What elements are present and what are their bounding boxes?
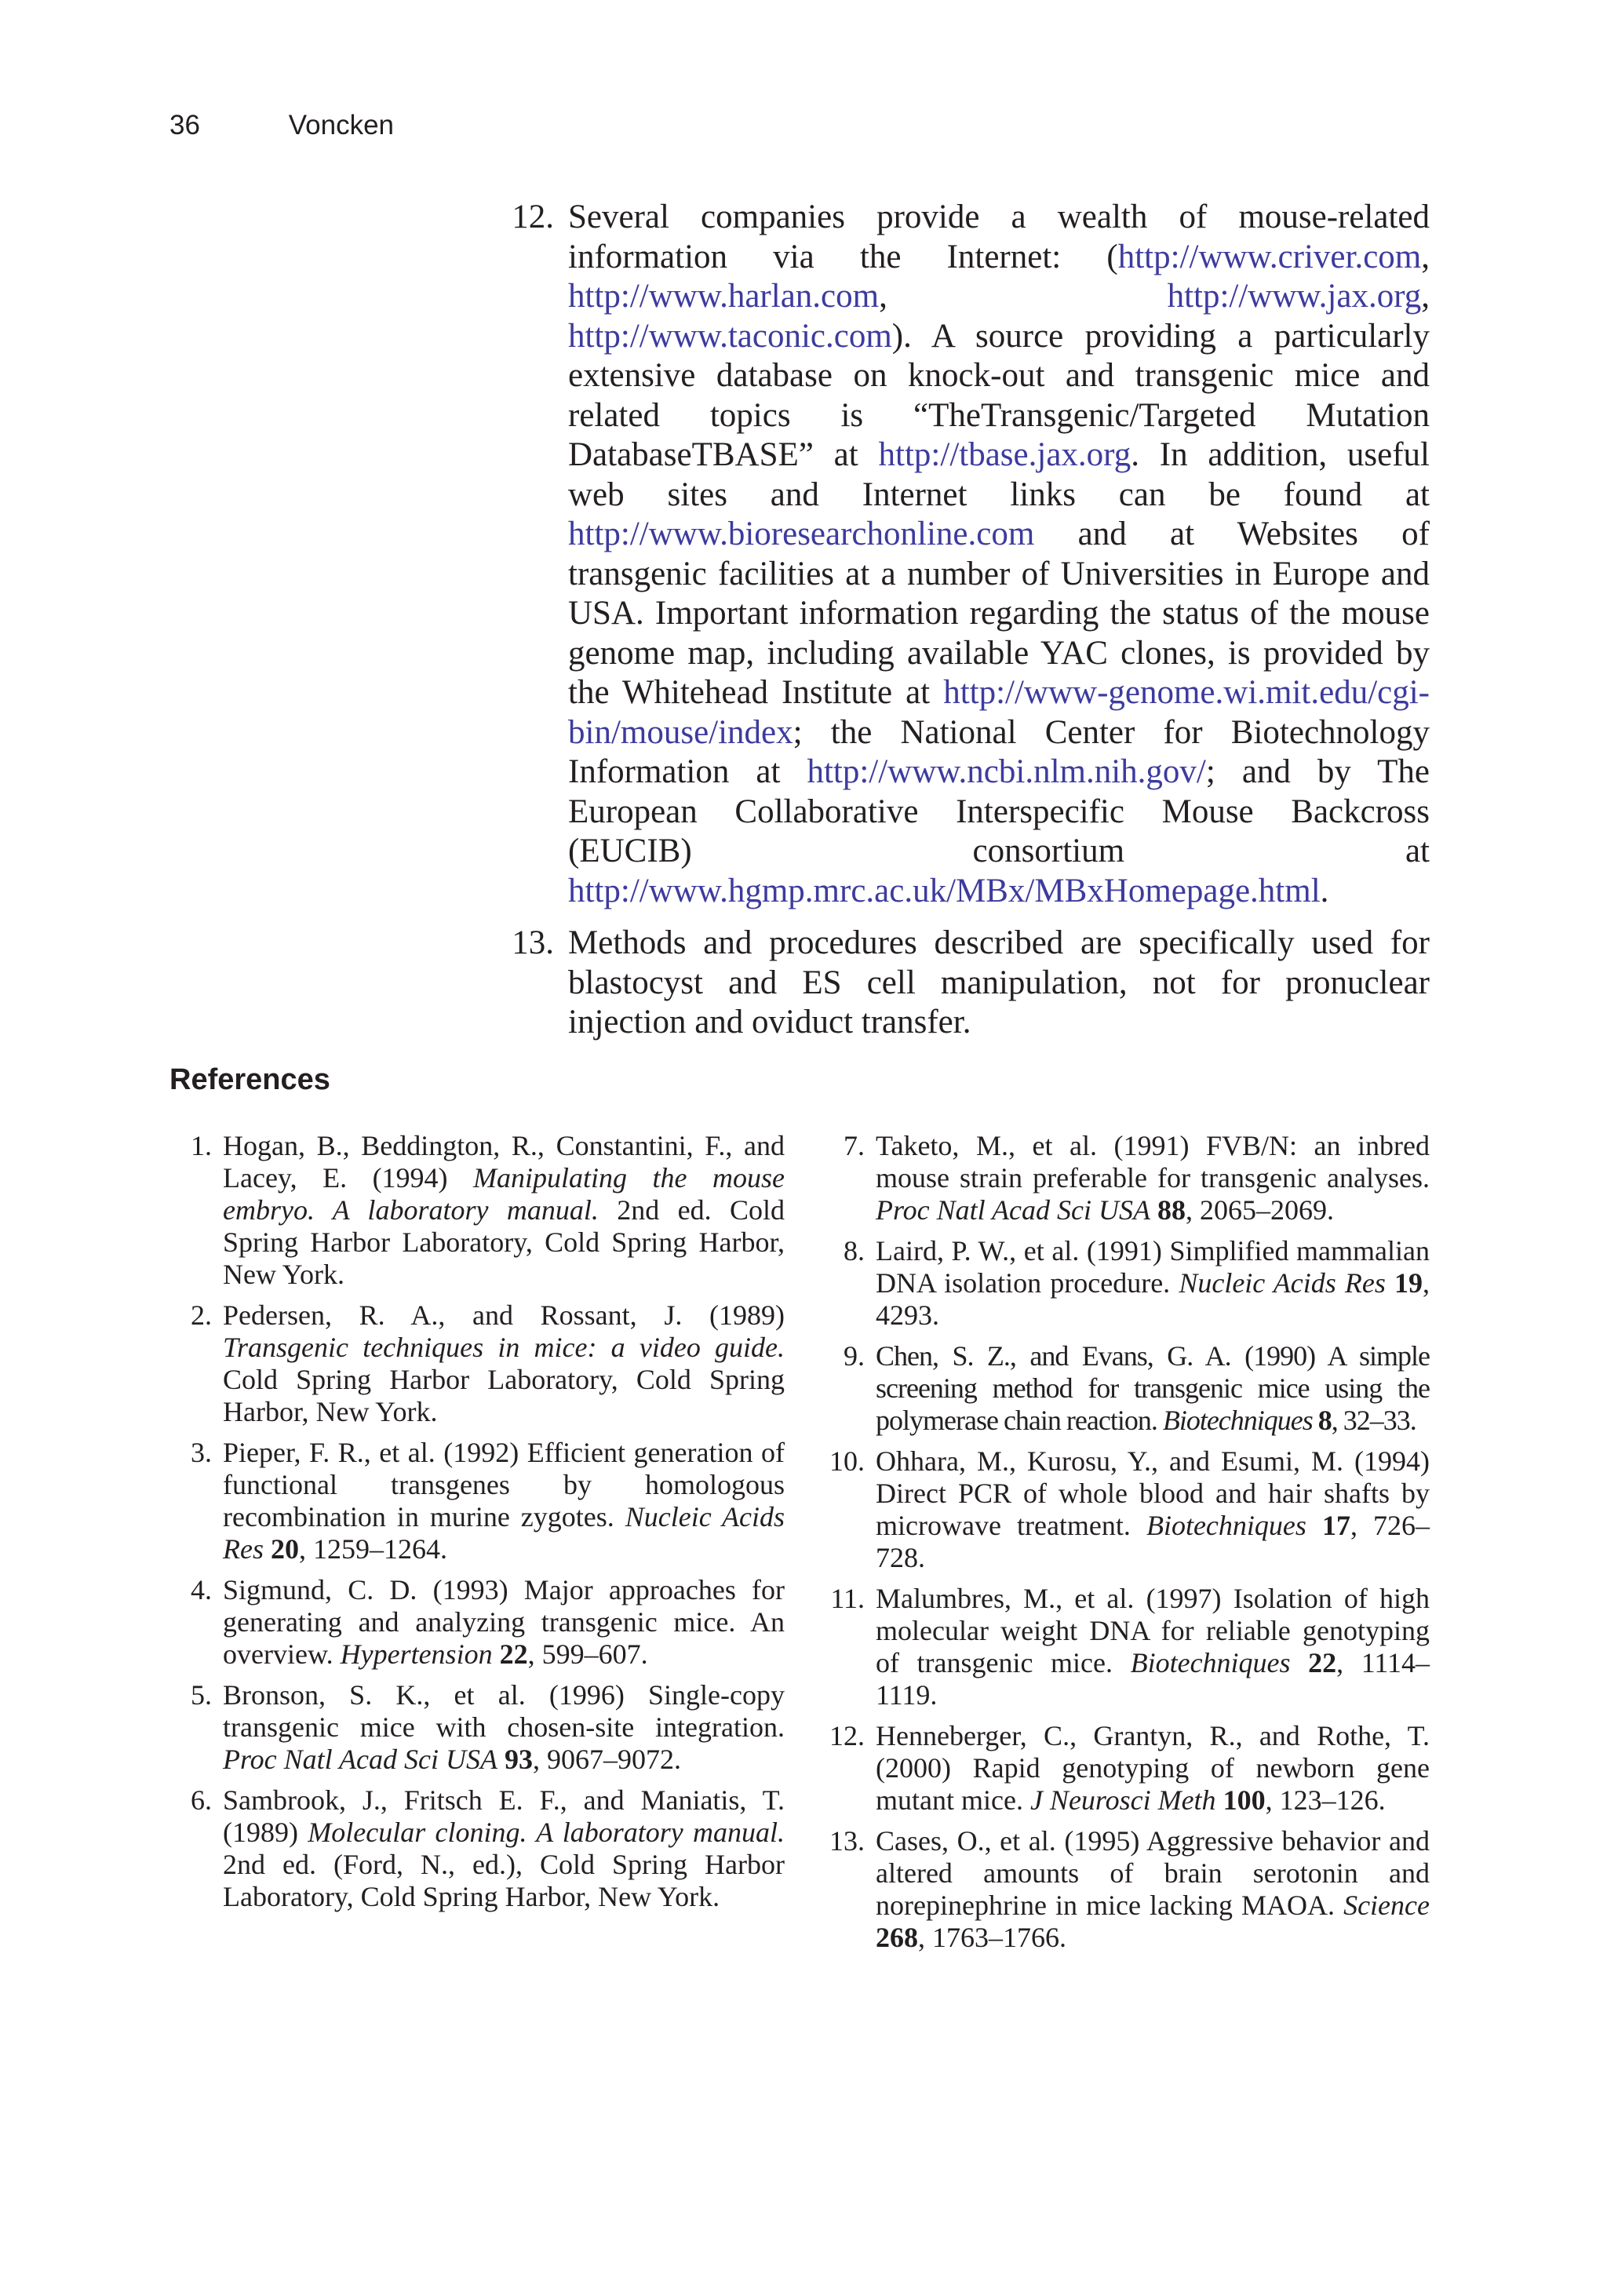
- reference-number: 6.: [191, 1784, 212, 1816]
- text-run: Henneberger, C., Grantyn, R., and Rothe, T. (2000) Rapid genotyping of newborn gene mutant mice.: [876, 1720, 1430, 1816]
- reference-item: [174, 1574, 785, 1671]
- volume-number: 19: [1394, 1267, 1423, 1299]
- reference-number: 7.: [844, 1130, 865, 1161]
- reference-number: 8.: [844, 1235, 865, 1266]
- text-run: ; and by The European Collaborative Interspecific Mouse Backcross (EUCIB) consortium at: [568, 753, 1430, 869]
- note-text: [568, 198, 1430, 911]
- text-run: , 726–728.: [876, 1510, 1430, 1573]
- text-run: Cold Spring Harbor Laboratory, Cold Spring Harbor, New York.: [223, 1364, 785, 1427]
- page-number: 36: [169, 110, 200, 140]
- text-run: Pedersen, R. A., and Rossant, J. (1989): [223, 1299, 785, 1331]
- text-run: and at Websites of transgenic facilities at a number of Universities in Europe and USA. Important information regarding the status of the mouse genome map, including available YAC clones, is provided by the Whitehead Institute at: [568, 516, 1430, 711]
- reference-item: [816, 1825, 1430, 1954]
- reference-number: 11.: [830, 1583, 865, 1614]
- running-head: Voncken: [288, 110, 395, 140]
- reference-text: [876, 1825, 1430, 1954]
- url-link[interactable]: http://www-genome.wi.mit.edu/cgi-bin/mouse/index: [568, 674, 1430, 751]
- reference-item: [816, 1445, 1430, 1574]
- references-column-left: [174, 1130, 785, 1922]
- url-link[interactable]: http://www.taconic.com: [568, 317, 892, 355]
- text-run: , 2065–2069.: [1185, 1194, 1334, 1226]
- text-run: Ohhara, M., Kurosu, Y., and Esumi, M. (1994) Direct PCR of whole blood and hair shafts by microwave treatment.: [876, 1445, 1430, 1541]
- references-column-right: [816, 1130, 1430, 1963]
- text-run: [497, 1744, 505, 1775]
- reference-item: [174, 1437, 785, 1565]
- reference-text: [876, 1340, 1430, 1437]
- volume-number: 22: [1308, 1647, 1337, 1678]
- text-run: Taketo, M., et al. (1991) FVB/N: an inbred mouse strain preferable for transgenic analyses.: [876, 1130, 1430, 1194]
- text-run: Malumbres, M., et al. (1997) Isolation of high molecular weight DNA for reliable genotyping of transgenic mice.: [876, 1583, 1430, 1678]
- page-header: [169, 110, 394, 141]
- text-run: Several companies provide a wealth of mouse-related information via the Internet: (: [568, 199, 1430, 275]
- italic-text: Biotechniques: [1162, 1405, 1313, 1436]
- italic-text: Molecular cloning. A laboratory manual.: [308, 1817, 785, 1848]
- text-run: . In addition, useful web sites and Internet links can be found at: [568, 436, 1430, 513]
- reference-number: 12.: [829, 1720, 865, 1751]
- reference-text: [223, 1299, 785, 1428]
- text-run: ; the National Center for Biotechnology Information at: [568, 713, 1430, 790]
- volume-number: 22: [499, 1638, 528, 1670]
- reference-text: [223, 1437, 785, 1565]
- text-run: .: [1320, 872, 1329, 909]
- reference-item: [816, 1720, 1430, 1817]
- note-number: 13.: [512, 924, 554, 961]
- text-run: Hogan, B., Beddington, R., Constantini, F., and Lacey, E. (1994): [223, 1130, 785, 1194]
- url-link[interactable]: http://www.harlan.com: [568, 278, 880, 315]
- reference-text: [876, 1235, 1430, 1332]
- notes-section: [505, 198, 1430, 1055]
- reference-text: [223, 1130, 785, 1291]
- volume-number: 268: [876, 1922, 918, 1953]
- reference-number: 1.: [191, 1130, 212, 1161]
- text-run: Sambrook, J., Fritsch E. F., and Maniatis, T. (1989): [223, 1784, 785, 1848]
- text-run: ). A source providing a particularly extensive database on knock-out and transgenic mice and related topics is “TheTransgenic/Targeted Mutation DatabaseTBASE” at: [568, 317, 1430, 473]
- text-run: Laird, P. W., et al. (1991) Simplified mammalian DNA isolation procedure.: [876, 1235, 1430, 1299]
- text-run: Methods and procedures described are specifically used for blastocyst and ES cell manipulation, not for pronuclear injection and oviduct transfer.: [568, 924, 1430, 1040]
- text-run: 2nd ed. (Ford, N., ed.), Cold Spring Harbor Laboratory, Cold Spring Harbor, New York.: [223, 1849, 785, 1912]
- italic-text: Biotechniques: [1146, 1510, 1306, 1541]
- note-item: [505, 198, 1430, 911]
- reference-number: 3.: [191, 1437, 212, 1468]
- text-run: [1150, 1194, 1157, 1226]
- italic-text: Biotechniques: [1130, 1647, 1291, 1678]
- italic-text: Science: [1343, 1890, 1430, 1921]
- text-run: , 1763–1766.: [918, 1922, 1066, 1953]
- reference-item: [174, 1299, 785, 1428]
- text-run: Sigmund, C. D. (1993) Major approaches for generating and analyzing transgenic mice. An overview.: [223, 1574, 785, 1670]
- text-run: ,: [1421, 278, 1430, 315]
- text-run: , 123–126.: [1265, 1784, 1386, 1816]
- reference-number: 10.: [829, 1445, 865, 1477]
- reference-number: 5.: [191, 1679, 212, 1711]
- italic-text: Nucleic Acids Res: [223, 1501, 785, 1565]
- url-link[interactable]: http://www.hgmp.mrc.ac.uk/MBx/MBxHomepage.html: [568, 872, 1321, 909]
- volume-number: 88: [1157, 1194, 1186, 1226]
- note-text: [568, 924, 1430, 1043]
- text-run: [1291, 1647, 1309, 1678]
- text-run: Cases, O., et al. (1995) Aggressive behavior and altered amounts of brain serotonin and norepinephrine in mice lacking MAOA.: [876, 1825, 1430, 1921]
- volume-number: 20: [270, 1533, 299, 1565]
- note-number: 12.: [512, 199, 554, 235]
- reference-text: [223, 1574, 785, 1671]
- url-link[interactable]: http://tbase.jax.org: [878, 436, 1131, 473]
- text-run: [1216, 1784, 1223, 1816]
- volume-number: 93: [504, 1744, 533, 1775]
- reference-text: [223, 1679, 785, 1776]
- text-run: Chen, S. Z., and Evans, G. A. (1990) A simple screening method for transgenic mice using the polymerase chain reaction.: [876, 1340, 1430, 1436]
- text-run: [1313, 1405, 1318, 1436]
- reference-item: [816, 1130, 1430, 1226]
- text-run: [493, 1638, 500, 1670]
- reference-text: [876, 1445, 1430, 1574]
- volume-number: 17: [1321, 1510, 1350, 1541]
- url-link[interactable]: http://www.jax.org: [1167, 278, 1422, 315]
- reference-item: [174, 1784, 785, 1913]
- reference-item: [174, 1130, 785, 1291]
- italic-text: Nucleic Acids Res: [1179, 1267, 1386, 1299]
- volume-number: 8: [1317, 1405, 1332, 1436]
- reference-text: [223, 1784, 785, 1913]
- italic-text: Proc Natl Acad Sci USA: [223, 1744, 497, 1775]
- text-run: , 599–607.: [527, 1638, 648, 1670]
- text-run: [1386, 1267, 1394, 1299]
- reference-number: 13.: [829, 1825, 865, 1857]
- reference-item: [174, 1679, 785, 1776]
- reference-text: [876, 1583, 1430, 1711]
- text-run: , 32–33.: [1331, 1405, 1416, 1436]
- text-run: 2nd ed. Cold Spring Harbor Laboratory, Cold Spring Harbor, New York.: [223, 1194, 785, 1290]
- text-run: , 1114–1119.: [876, 1647, 1430, 1711]
- reference-number: 2.: [191, 1299, 212, 1331]
- text-run: ,: [1421, 238, 1430, 275]
- reference-number: 9.: [844, 1340, 865, 1372]
- text-run: Pieper, F. R., et al. (1992) Efficient generation of functional transgenes by homologous recombination in murine zygotes.: [223, 1437, 785, 1532]
- reference-item: [816, 1235, 1430, 1332]
- italic-text: Transgenic techniques in mice: a video guide.: [223, 1332, 785, 1363]
- reference-text: [876, 1130, 1430, 1226]
- reference-item: [816, 1583, 1430, 1711]
- url-link[interactable]: http://www.bioresearchonline.com: [568, 516, 1035, 552]
- note-item: [505, 924, 1430, 1043]
- italic-text: Manipulating the mouse embryo. A laboratory manual.: [223, 1162, 785, 1226]
- italic-text: Proc Natl Acad Sci USA: [876, 1194, 1150, 1226]
- text-run: , 9067–9072.: [532, 1744, 681, 1775]
- text-run: , 4293.: [876, 1267, 1430, 1331]
- reference-item: [816, 1340, 1430, 1437]
- volume-number: 100: [1223, 1784, 1266, 1816]
- references-heading: References: [169, 1063, 330, 1096]
- text-run: , 1259–1264.: [298, 1533, 447, 1565]
- reference-number: 4.: [191, 1574, 212, 1605]
- italic-text: J Neurosci Meth: [1029, 1784, 1216, 1816]
- text-run: Bronson, S. K., et al. (1996) Single-copy transgenic mice with chosen-site integration.: [223, 1679, 785, 1743]
- text-run: [1306, 1510, 1322, 1541]
- reference-text: [876, 1720, 1430, 1817]
- text-run: [264, 1533, 271, 1565]
- url-link[interactable]: http://www.ncbi.nlm.nih.gov/: [807, 753, 1206, 790]
- italic-text: Hypertension: [340, 1638, 493, 1670]
- text-run: ,: [879, 278, 1168, 315]
- url-link[interactable]: http://www.criver.com: [1117, 238, 1422, 275]
